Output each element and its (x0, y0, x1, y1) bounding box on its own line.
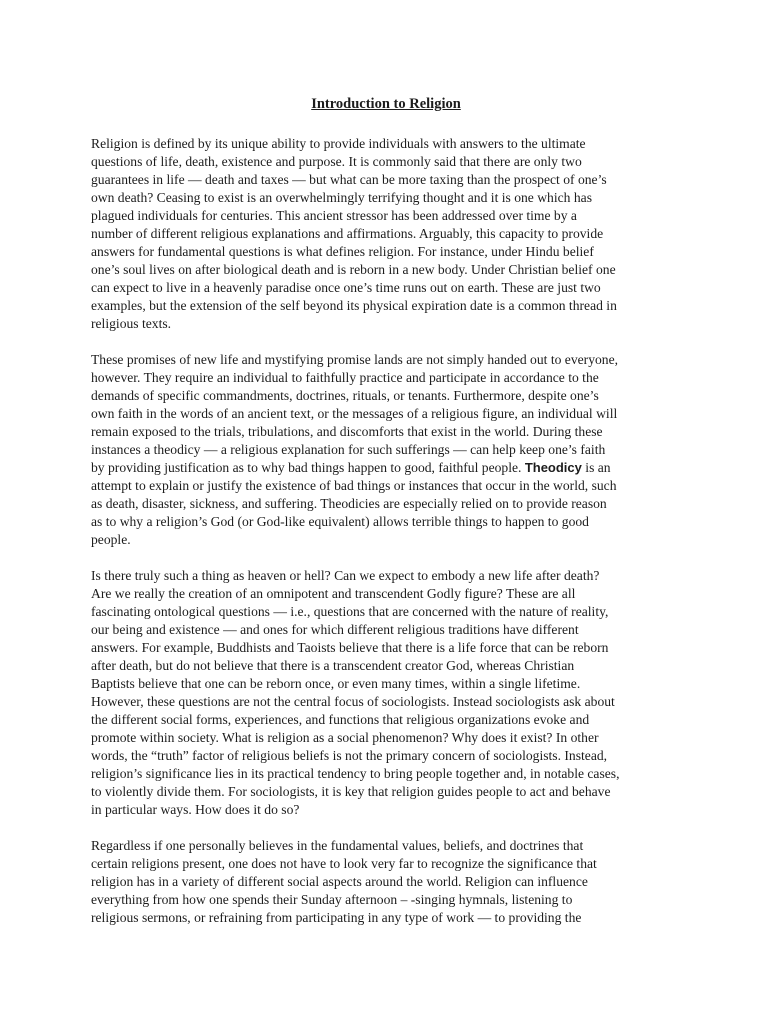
paragraph-2 (91, 351, 681, 549)
text-line: Religion is defined by its unique ability to provide individuals with answers to the ultimate (91, 136, 586, 151)
text-line: plagued individuals for centuries. This ancient stressor has been addressed over time by a (91, 208, 577, 223)
text-line: own death? Ceasing to exist is an overwhelmingly terrifying thought and it is one which has (91, 190, 592, 205)
text-line: religion has in a variety of different social aspects around the world. Religion can influence (91, 874, 588, 889)
text-line: answers for fundamental questions is what defines religion. For instance, under Hindu belief (91, 244, 594, 259)
text-line: religious texts. (91, 316, 172, 331)
text-line: as death, disaster, sickness, and suffering. Theodicies are especially relied on to provide reason (91, 496, 607, 511)
line-text-before-term: by providing justification as to why bad things happen to good, faithful people. (91, 460, 525, 475)
text-line: as to why a religion’s God (or God-like equivalent) allows terrible things to happen to good (91, 514, 589, 529)
text-line: to violently divide them. For sociologists, it is key that religion guides people to act and behave (91, 784, 611, 799)
text-line: questions of life, death, existence and purpose. It is commonly said that there are only two (91, 154, 582, 169)
text-line: religion’s significance lies in its practical tendency to bring people together and, in notable cases, (91, 766, 620, 781)
text-line: answers. For example, Buddhists and Taoists believe that there is a life force that can be reborn (91, 640, 609, 655)
document-title: Introduction to Religion (311, 96, 461, 112)
text-line: remain exposed to the trials, tribulations, and discomforts that exist in the world. During these (91, 424, 603, 439)
text-line: Are we really the creation of an omnipotent and transcendent Godly figure? These are all (91, 586, 576, 601)
text-line: in particular ways. How does it do so? (91, 802, 300, 817)
text-line: our being and existence — and ones for which different religious traditions have different (91, 622, 579, 637)
text-line: promote within society. What is religion as a social phenomenon? Why does it exist? In other (91, 730, 599, 745)
text-line: number of different religious explanations and affirmations. Arguably, this capacity to provide (91, 226, 604, 241)
text-line: instances a theodicy — a religious explanation for such sufferings — can help keep one’s faith (91, 442, 606, 457)
text-line: own faith in the words of an ancient text, or the messages of a religious figure, an individual will (91, 406, 618, 421)
text-line: can expect to live in a heavenly paradise once one’s time runs out on earth. These are just two (91, 280, 601, 295)
text-line: religious sermons, or refraining from participating in any type of work — to providing the (91, 910, 582, 925)
text-line: Is there truly such a thing as heaven or hell? Can we expect to embody a new life after death? (91, 568, 600, 583)
text-line: certain religions present, one does not have to look very far to recognize the significance that (91, 856, 597, 871)
text-line: guarantees in life — death and taxes — but what can be more taxing than the prospect of one’s (91, 172, 607, 187)
paragraph-1 (91, 135, 681, 333)
text-line: the different social forms, experiences, and functions that religious organizations evoke and (91, 712, 590, 727)
document-body (91, 95, 681, 945)
text-line: attempt to explain or justify the existence of bad things or instances that occur in the world, such (91, 478, 617, 493)
paragraph-4 (91, 837, 681, 927)
line-text-after-term: is an (581, 460, 611, 475)
text-line: everything from how one spends their Sunday afternoon – -singing hymnals, listening to (91, 892, 573, 907)
text-line: however. They require an individual to faithfully practice and participate in accordance to the (91, 370, 599, 385)
text-line: Regardless if one personally believes in the fundamental values, beliefs, and doctrines that (91, 838, 584, 853)
text-line: fascinating ontological questions — i.e., questions that are concerned with the nature of reality, (91, 604, 609, 619)
text-line: one’s soul lives on after biological death and is reborn in a new body. Under Christian belief one (91, 262, 616, 277)
theodicy-definition-line (91, 459, 681, 477)
text-line: after death, but do not believe that there is a transcendent creator God, whereas Christian (91, 658, 575, 673)
text-line: Baptists believe that one can be reborn once, or even many times, within a single lifetime. (91, 676, 581, 691)
text-line: These promises of new life and mystifying promise lands are not simply handed out to everyone, (91, 352, 619, 367)
text-line: However, these questions are not the central focus of sociologists. Instead sociologists ask about (91, 694, 615, 709)
text-line: demands of specific commandments, doctrines, rituals, or tenants. Furthermore, despite one’s (91, 388, 599, 403)
paragraph-3 (91, 567, 681, 819)
text-line: examples, but the extension of the self beyond its physical expiration date is a common thread in (91, 298, 617, 313)
text-line: words, the “truth” factor of religious beliefs is not the primary concern of sociologists. Instead, (91, 748, 608, 763)
text-line: people. (91, 532, 131, 547)
theodicy-term: Theodicy (524, 460, 582, 475)
